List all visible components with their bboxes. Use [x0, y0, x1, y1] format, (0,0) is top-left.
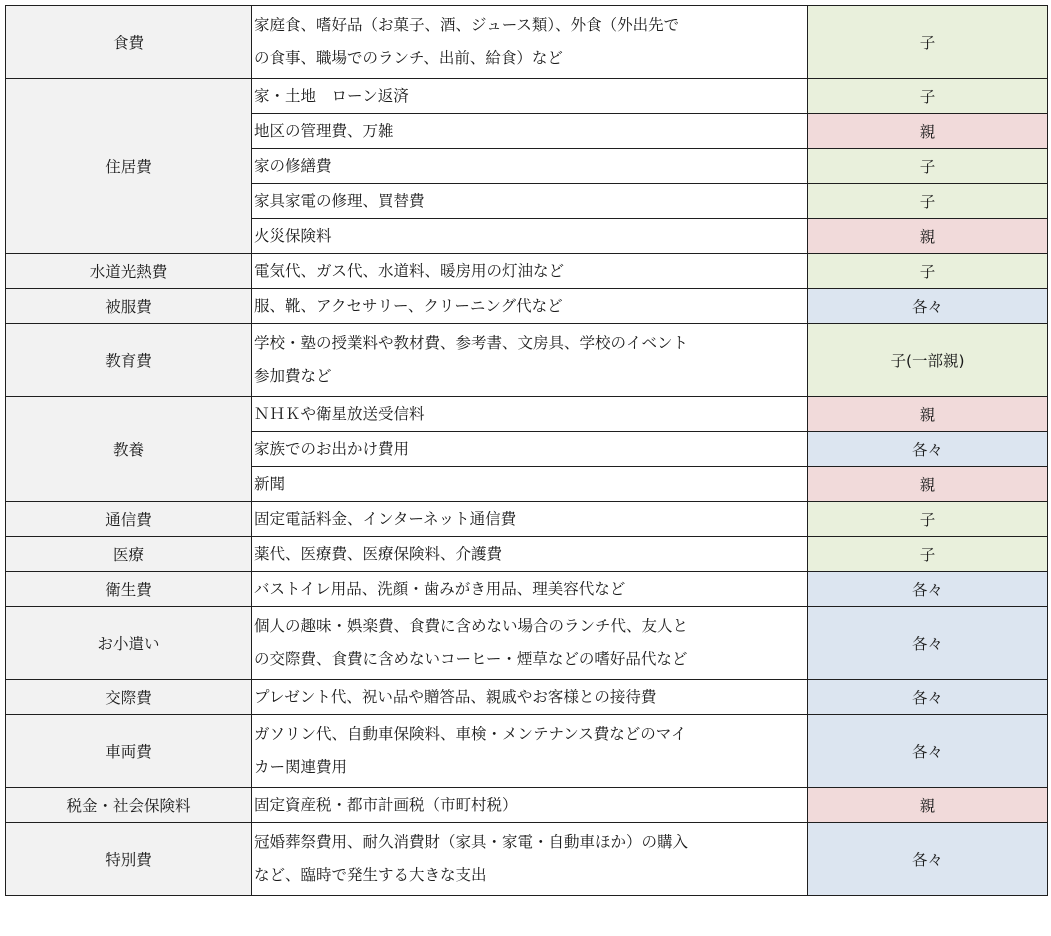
description-line: の交際費、食費に含めないコーヒー・煙草などの嗜好品代など — [254, 650, 688, 668]
description-cell — [252, 607, 808, 680]
category-cell: 通信費 — [6, 502, 252, 537]
table-row — [6, 502, 1048, 537]
table-row — [6, 397, 1048, 432]
table-row — [6, 324, 1048, 397]
description-cell — [252, 149, 808, 184]
description-cell — [252, 254, 808, 289]
category-cell: 特別費 — [6, 823, 252, 896]
category-cell: 車両費 — [6, 715, 252, 788]
description-cell — [252, 537, 808, 572]
description-line: 服、靴、アクセサリー、クリーニング代など — [254, 296, 563, 315]
payer-cell: 親 — [808, 114, 1048, 149]
table-row — [6, 254, 1048, 289]
description-line: カー関連費用 — [254, 758, 348, 776]
description-line: プレゼント代、祝い品や贈答品、親戚やお客様との接待費 — [254, 687, 657, 706]
description-cell — [252, 184, 808, 219]
description-line: 家族でのお出かけ費用 — [254, 439, 410, 458]
payer-cell: 各々 — [808, 607, 1048, 680]
description-line: 家具家電の修理、買替費 — [254, 191, 425, 210]
description-cell — [252, 219, 808, 254]
description-line: 固定資産税・都市計画税（市町村税） — [254, 795, 518, 814]
category-cell: 税金・社会保険料 — [6, 788, 252, 823]
table-row — [6, 6, 1048, 79]
description-line: ＮＨＫや衛星放送受信料 — [254, 404, 425, 423]
description-cell — [252, 715, 808, 788]
description-line: 冠婚葬祭費用、耐久消費財（家具・家電・自動車ほか）の購入 — [254, 833, 689, 851]
category-cell: 教養 — [6, 397, 252, 502]
description-cell — [252, 432, 808, 467]
table-row — [6, 572, 1048, 607]
description-cell — [252, 79, 808, 114]
category-cell: 交際費 — [6, 680, 252, 715]
description-cell — [252, 324, 808, 397]
payer-cell: 各々 — [808, 680, 1048, 715]
table-row — [6, 823, 1048, 896]
description-cell — [252, 788, 808, 823]
description-line: 固定電話料金、インターネット通信費 — [254, 509, 517, 528]
table-row — [6, 680, 1048, 715]
description-line: バストイレ用品、洗顔・歯みがき用品、理美容代など — [254, 579, 626, 598]
description-cell — [252, 680, 808, 715]
table-row — [6, 607, 1048, 680]
payer-cell: 各々 — [808, 715, 1048, 788]
description-cell — [252, 114, 808, 149]
payer-cell: 親 — [808, 397, 1048, 432]
description-line: ガソリン代、自動車保険料、車検・メンテナンス費などのマイ — [254, 725, 687, 743]
payer-cell: 各々 — [808, 823, 1048, 896]
description-line: など、臨時で発生する大きな支出 — [254, 866, 487, 884]
table-body — [6, 6, 1048, 896]
payer-cell: 各々 — [808, 572, 1048, 607]
payer-cell: 子 — [808, 537, 1048, 572]
table-row — [6, 715, 1048, 788]
description-line: 火災保険料 — [254, 226, 332, 245]
description-line: 家・土地 ローン返済 — [254, 86, 409, 105]
payer-cell: 子 — [808, 149, 1048, 184]
table-row — [6, 79, 1048, 114]
payer-cell: 各々 — [808, 432, 1048, 467]
description-line: 地区の管理費、万雑 — [254, 121, 394, 140]
description-cell — [252, 6, 808, 79]
payer-cell: 子 — [808, 6, 1048, 79]
category-cell: 被服費 — [6, 289, 252, 324]
table-row — [6, 289, 1048, 324]
description-line: 学校・塾の授業料や教材費、参考書、文房具、学校のイベント — [254, 334, 689, 352]
payer-cell: 親 — [808, 788, 1048, 823]
description-line: 参加費など — [254, 367, 332, 385]
category-cell: お小遣い — [6, 607, 252, 680]
table-row — [6, 788, 1048, 823]
category-cell: 教育費 — [6, 324, 252, 397]
description-cell — [252, 467, 808, 502]
table-row — [6, 537, 1048, 572]
payer-cell: 各々 — [808, 289, 1048, 324]
description-cell — [252, 502, 808, 537]
description-cell — [252, 572, 808, 607]
payer-cell: 子 — [808, 254, 1048, 289]
payer-cell: 子 — [808, 502, 1048, 537]
description-cell — [252, 397, 808, 432]
payer-cell: 親 — [808, 219, 1048, 254]
description-line: 薬代、医療費、医療保険料、介護費 — [254, 544, 503, 563]
description-line: の食事、職場でのランチ、出前、給食）など — [254, 49, 563, 67]
payer-cell: 子 — [808, 79, 1048, 114]
category-cell: 食費 — [6, 6, 252, 79]
payer-cell: 子 — [808, 184, 1048, 219]
description-line: 家庭食、嗜好品（お菓子、酒、ジュース類）、外食（外出先で — [254, 16, 680, 34]
description-cell — [252, 823, 808, 896]
payer-cell: 子(一部親) — [808, 324, 1048, 397]
category-cell: 医療 — [6, 537, 252, 572]
description-cell — [252, 289, 808, 324]
expense-allocation-table — [5, 5, 1048, 896]
category-cell: 住居費 — [6, 79, 252, 254]
description-line: 個人の趣味・娯楽費、食費に含めない場合のランチ代、友人と — [254, 617, 689, 635]
description-line: 電気代、ガス代、水道料、暖房用の灯油など — [254, 261, 565, 280]
description-line: 家の修繕費 — [254, 156, 332, 175]
category-cell: 水道光熱費 — [6, 254, 252, 289]
description-line: 新聞 — [254, 474, 286, 493]
payer-cell: 親 — [808, 467, 1048, 502]
category-cell: 衛生費 — [6, 572, 252, 607]
